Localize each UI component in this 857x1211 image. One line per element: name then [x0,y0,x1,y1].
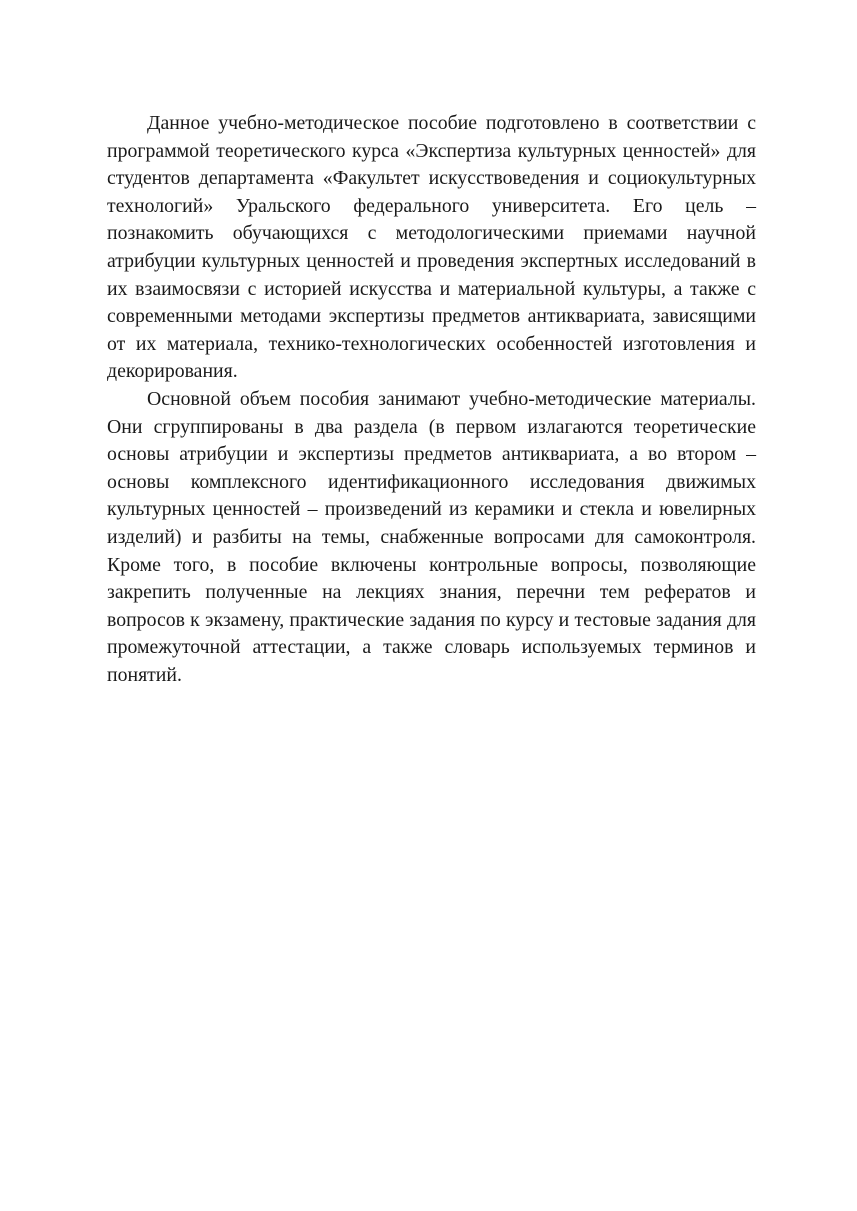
paragraph-intro: Данное учебно-методическое пособие подготовлено в соответствии с программой теоретического курса «Экспертиза культурных ценностей» для студентов департамента «Факультет искусствоведения и социокультурных технологий» Уральского федерального университета. Его цель – познакомить обучающихся с методологическими приемами научной атрибуции культурных ценностей и проведения экспертных исследований в их взаимосвязи с историей искусства и материальной культуры, а также с современными методами экспертизы предметов антиквариата, зависящими от их материала, технико-технологических особенностей изготовления и декорирования. [107,112,756,383]
paragraph-contents: Основной объем пособия занимают учебно-методические материалы. Они сгруппированы в два раздела (в первом излагаются теоретические основы атрибуции и экспертизы предметов антиквариата, а во втором – основы комплексного идентификационного исследования движимых культурных ценностей – произведений из керамики и стекла и ювелирных изделий) и разбиты на темы, снабженные вопросами для самоконтроля. Кроме того, в пособие включены контрольные вопросы, позволяющие закрепить полученные на лекциях знания, перечни тем рефератов и вопросов к экзамену, практические задания по курсу и тестовые задания для промежуточной аттестации, а также словарь используемых терминов и понятий. [107,387,756,686]
body-text [107,110,756,689]
